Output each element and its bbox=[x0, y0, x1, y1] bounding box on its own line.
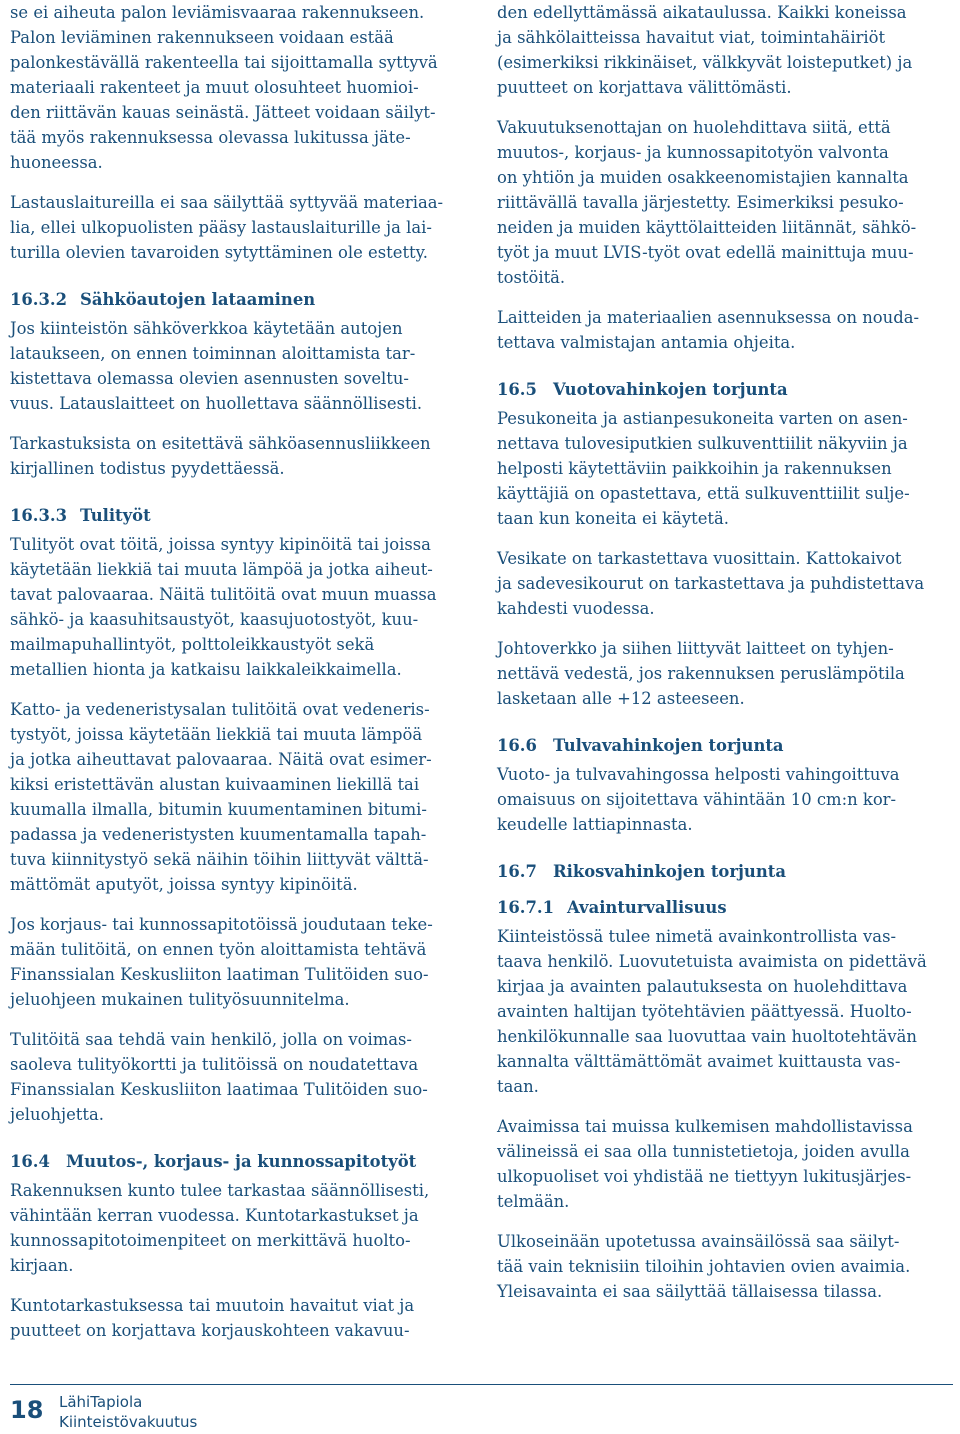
left-column bbox=[10, 0, 472, 1358]
section-title: Tulvavahinkojen torjunta bbox=[553, 736, 784, 755]
loading-dock-paragraph: Lastauslaitureilla ei saa säilyttää syttyvää materiaa- lia, ellei ulkopuolisten pääsy lastauslaiturille ja lai- turilla olevien tavaroiden sytyttäminen ole estetty. bbox=[10, 193, 444, 262]
section-number: 16.3.2 bbox=[10, 290, 68, 309]
right-column bbox=[497, 0, 953, 1319]
paragraph: Kiinteistössä tulee nimetä avainkontrollista vas- taava henkilö. Luovutetuista avaimista on pidettävä kirjaa ja avainten palautuksesta on huolehdittava avainten haltijan työtehtävien päättyessä. Huolto- henkilökunnalle saa luovuttaa vain huoltotehtävän kannalta välttämättömät avaimet kuittausta vas- taan. bbox=[497, 927, 927, 1096]
section-heading-16-7-1 bbox=[497, 895, 953, 920]
paragraph: Tulitöitä saa tehdä vain henkilö, jolla on voimas- saoleva tulityökortti ja tulitöissä on noudatettava Finanssialan Keskusliiton laatimaa Tulitöiden suo- jeluohjetta. bbox=[10, 1030, 428, 1124]
paragraph: Tarkastuksista on esitettävä sähköasennusliikkeen kirjallinen todistus pyydettäessä. bbox=[10, 434, 431, 478]
footer-brand bbox=[59, 1392, 197, 1432]
paragraph: Avaimissa tai muissa kulkemisen mahdollistavissa välineissä ei saa olla tunnistetietoja, joiden avulla ulkopuoliset voi yhdistää ne tiettyyn lukitusjärjes- telmään. bbox=[497, 1117, 913, 1211]
paragraph: Laitteiden ja materiaalien asennuksessa on nouda- tettava valmistajan antamia ohjeita. bbox=[497, 308, 920, 352]
section-title: Rikosvahinkojen torjunta bbox=[553, 862, 786, 881]
paragraph: Johtoverkko ja siihen liittyvät laitteet on tyhjen- nettävä vedestä, jos rakennuksen peruslämpötila lasketaan alle +12 asteeseen. bbox=[497, 639, 905, 708]
section-number: 16.3.3 bbox=[10, 506, 68, 525]
paragraph: Jos kiinteistön sähköverkkoa käytetään autojen lataukseen, on ennen toiminnan aloittamista tar- kistettava olemassa olevien asennusten soveltu- vuus. Latauslaitteet on huollettava säännöllisesti. bbox=[10, 319, 423, 413]
paragraph: Tulityöt ovat töitä, joissa syntyy kipinöitä tai joissa käytetään liekkiä tai muuta lämpöä ja jotka aiheut- tavat palovaaraa. Näitä tulitöitä ovat muun muassa sähkö- ja kaasuhitsaustyöt, kaasujuotostyöt, kuu- mailmapuhallintyöt, polttoleikkaustyöt sekä metallien hionta ja katkaisu laikkaleikkaimella. bbox=[10, 535, 437, 679]
section-title: Avainturvallisuus bbox=[567, 898, 727, 917]
section-title: Muutos-, korjaus- ja kunnossapitotyöt bbox=[66, 1152, 417, 1171]
section-title: Vuotovahinkojen torjunta bbox=[553, 380, 788, 399]
section-title: Sähköautojen lataaminen bbox=[80, 290, 316, 309]
paragraph: Vesikate on tarkastettava vuosittain. Kattokaivot ja sadevesikourut on tarkastettava ja puhdistettava kahdesti vuodessa. bbox=[497, 549, 925, 618]
paragraph: Vuoto- ja tulvavahingossa helposti vahingoittuva omaisuus on sijoitettava vähintään 10 cm:n kor- keudelle lattiapinnasta. bbox=[497, 765, 900, 834]
paragraph: Ulkoseinään upotetussa avainsäilössä saa säilyt- tää vain teknisiin tiloihin johtavien ovien avaimia. Yleisavainta ei saa säilyttää tällaisessa tilassa. bbox=[497, 1232, 911, 1301]
section-heading-16-3-2 bbox=[10, 287, 472, 312]
section-title: Tulityöt bbox=[80, 506, 151, 525]
paragraph: Pesukoneita ja astianpesukoneita varten on asen- nettava tulovesiputkien sulkuventtiilit näkyviin ja helposti käytettäviin paikkoihin ja rakennuksen käyttäjiä on opastettava, että sulkuventtiilit sulje- taan kun koneita ei käytetä. bbox=[497, 409, 910, 528]
paragraph: Rakennuksen kunto tulee tarkastaa säännöllisesti, vähintään kerran vuodessa. Kuntotarkastukset ja kunnossapitotoimenpiteet on merkittävä huolto- kirjaan. bbox=[10, 1181, 430, 1275]
section-heading-16-7 bbox=[497, 859, 953, 884]
paragraph: Jos korjaus- tai kunnossapitotöissä joudutaan teke- mään tulitöitä, on ennen työn aloittamista tehtävä Finanssialan Keskusliiton laatiman Tulitöiden suo- jeluohjeen mukainen tulityösuunnitelma. bbox=[10, 915, 433, 1009]
section-heading-16-4 bbox=[10, 1149, 472, 1174]
intro-paragraph: se ei aiheuta palon leviämisvaaraa rakennukseen. Palon leviäminen rakennukseen voidaan estää palonkestävällä rakenteella tai sijoittamalla syttyvä materiaali rakenteet ja muut olosuhteet huomioi- den riittävän kauas seinästä. Jätteet voidaan säilyt- tää myös rakennuksessa olevassa lukitussa jäte- huoneessa. bbox=[10, 3, 438, 172]
footer-divider bbox=[10, 1384, 953, 1385]
paragraph: Katto- ja vedeneristysalan tulitöitä ovat vedeneris- tystyöt, joissa käytetään liekkiä tai muuta lämpöä ja jotka aiheuttavat palovaaraa. Näitä ovat esimer- kiksi eristettävän alustan kuivaaminen liekillä tai kuumalla ilmalla, bitumin kuumentaminen bitumi- padassa ja vedeneristysten kuumentamalla tapah- tuva kiinnitystyö sekä näihin töihin liittyvät välttä- mättömät aputyöt, joissa syntyy kipinöitä. bbox=[10, 700, 432, 894]
page-number: 18 bbox=[10, 1396, 44, 1424]
brand-name: LähiTapiola bbox=[59, 1393, 143, 1411]
section-number: 16.6 bbox=[497, 736, 537, 755]
paragraph: Vakuutuksenottajan on huolehdittava siitä, että muutos-, korjaus- ja kunnossapitotyön valvonta on yhtiön ja muiden osakkeenomistajien kannalta riittävällä tavalla järjestetty. Esimerkiksi pesuko- neiden ja muiden käyttölaitteiden liitännät, sähkö- työt ja muut LVIS-työt ovat edellä mainittuja muu- tostöitä. bbox=[497, 118, 917, 287]
section-number: 16.7 bbox=[497, 862, 537, 881]
section-number: 16.7.1 bbox=[497, 898, 555, 917]
paragraph: den edellyttämässä aikataulussa. Kaikki koneissa ja sähkölaitteissa havaitut viat, toimintahäiriöt (esimerkiksi rikkinäiset, välkkyvät loisteputket) ja puutteet on korjattava välittömästi. bbox=[497, 3, 913, 97]
paragraph: Kuntotarkastuksessa tai muutoin havaitut viat ja puutteet on korjattava korjauskohteen vakavuu- bbox=[10, 1296, 415, 1340]
section-number: 16.5 bbox=[497, 380, 537, 399]
section-number: 16.4 bbox=[10, 1152, 50, 1171]
brand-subtitle: Kiinteistövakuutus bbox=[59, 1413, 198, 1431]
section-heading-16-3-3 bbox=[10, 503, 472, 528]
section-heading-16-6 bbox=[497, 733, 953, 758]
section-heading-16-5 bbox=[497, 377, 953, 402]
